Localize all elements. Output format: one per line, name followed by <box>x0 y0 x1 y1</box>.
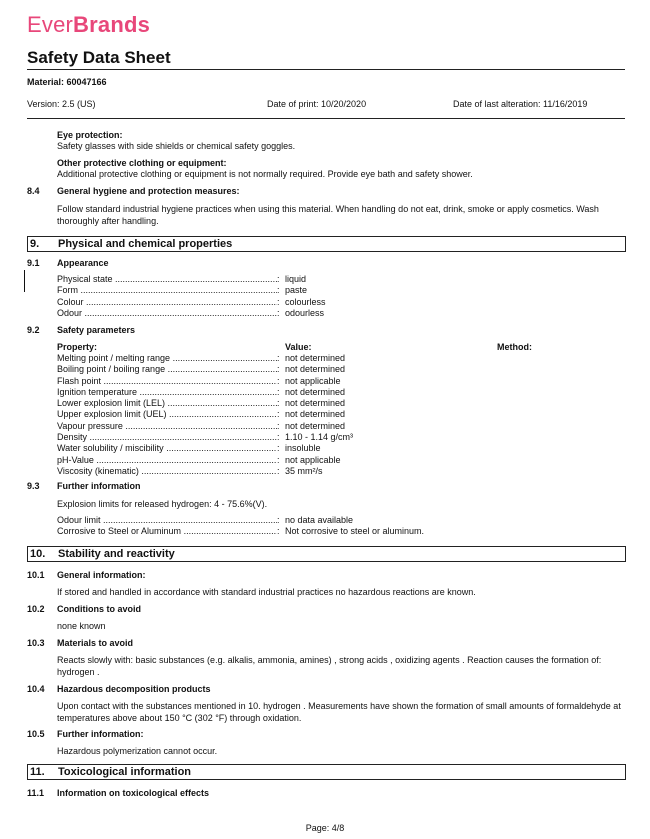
appearance-label: Physical state ..... <box>57 274 277 285</box>
value-column-header: Value: <box>285 342 312 352</box>
further-row: Odour limit ..... : no data available <box>57 515 424 526</box>
parameter-label: Lower explosion limit (LEL) ..... <box>57 398 277 409</box>
section-9-title: Physical and chemical properties <box>58 238 233 250</box>
parameter-label: Ignition temperature ..... <box>57 387 277 398</box>
section-10-2-heading: Conditions to avoid <box>57 604 141 614</box>
page-number: Page: 4/8 <box>305 823 345 833</box>
appearance-row: Form ..... : paste <box>57 285 326 296</box>
section-10-5-text: Hazardous polymerization cannot occur. <box>57 746 218 756</box>
property-column-header: Property: <box>57 342 98 352</box>
section-9-2-heading: Safety parameters <box>57 325 136 335</box>
method-column-header: Method: <box>497 342 532 352</box>
appearance-row: Colour ..... : colourless <box>57 297 326 308</box>
section-10-3-number: 10.3 <box>27 638 45 648</box>
parameter-row: Flash point ..... : not applicable <box>57 376 353 387</box>
parameter-label: Vapour pressure ..... <box>57 421 277 432</box>
safety-parameters-list <box>57 353 353 477</box>
further-info-list <box>57 515 424 538</box>
parameter-value: not applicable <box>285 375 341 386</box>
parameter-row: Melting point / melting range ..... : not determined <box>57 353 353 364</box>
page-title: Safety Data Sheet <box>27 48 171 67</box>
section-8-4-number: 8.4 <box>27 186 40 196</box>
parameter-row: pH-Value ..... : not applicable <box>57 455 353 466</box>
section-11-number: 11. <box>30 766 45 778</box>
parameter-value: not determined <box>285 409 346 420</box>
section-11-title: Toxicological information <box>58 766 192 778</box>
print-date: Date of print: 10/20/2020 <box>267 99 367 109</box>
section-9-1-number: 9.1 <box>27 258 40 268</box>
section-11-1-heading: Information on toxicological effects <box>57 788 210 798</box>
section-10-4-number: 10.4 <box>27 684 45 694</box>
parameter-label: Upper explosion limit (UEL) ..... <box>57 409 277 420</box>
title-rule <box>27 69 625 70</box>
section-8-4-heading: General hygiene and protection measures: <box>57 186 240 196</box>
revision-marker <box>24 270 25 292</box>
section-10-number: 10. <box>30 548 46 560</box>
section-8-4-text: Follow standard industrial hygiene practices when using this material. When handling do not eat, drink, smoke or apply cosmetics. Wash thoroughly after handling. <box>57 204 599 226</box>
appearance-label: Form ..... <box>57 285 277 296</box>
section-10-4-text: Upon contact with the substances mentioned in 10. hydrogen . Measurements have shown the formation of small amounts of formaldehyde at temperatures above about 150 °C (302 °F) through oxidation. <box>57 701 621 723</box>
section-11-1-number: 11.1 <box>27 788 45 798</box>
parameter-row: Ignition temperature ..... : not determined <box>57 387 353 398</box>
section-10-5-heading: Further information: <box>57 729 144 739</box>
parameter-value: not determined <box>285 398 346 409</box>
appearance-value: liquid <box>285 274 307 284</box>
alteration-date: Date of last alteration: 11/16/2019 <box>453 99 588 109</box>
section-10-2-text: none known <box>57 621 106 631</box>
parameter-row: Water solubility / miscibility ..... : insoluble <box>57 443 353 454</box>
parameter-row: Vapour pressure ..... : not determined <box>57 421 353 432</box>
other-protection-text: Additional protective clothing or equipment is not normally required. Provide eye bath and safety shower. <box>57 169 473 179</box>
appearance-value: odourless <box>285 307 325 318</box>
other-protection-heading: Other protective clothing or equipment: <box>57 158 227 168</box>
parameter-value: 1.10 - 1.14 g/cm³ <box>285 432 354 443</box>
parameter-label: pH-Value ..... <box>57 455 277 466</box>
section-9-1-heading: Appearance <box>57 258 109 268</box>
section-10-4-heading: Hazardous decomposition products <box>57 684 211 694</box>
further-row: Corrosive to Steel or Aluminum ..... : Not corrosive to steel or aluminum. <box>57 526 424 537</box>
parameter-label: Viscosity (kinematic) ..... <box>57 466 277 477</box>
appearance-row: Physical state ..... : liquid <box>57 274 326 285</box>
further-value: no data available <box>285 515 354 525</box>
parameter-label: Flash point ..... <box>57 376 277 387</box>
parameter-row: Upper explosion limit (UEL) ..... : not determined <box>57 409 353 420</box>
further-label: Odour limit ..... <box>57 515 277 526</box>
section-9-3-text: Explosion limits for released hydrogen: 4 - 75.6%(V). <box>57 499 268 509</box>
parameter-value: not determined <box>285 386 346 397</box>
material-number: Material: 60047166 <box>27 77 107 87</box>
section-10-header <box>27 546 626 562</box>
parameter-row: Boiling point / boiling range ..... : not determined <box>57 364 353 375</box>
appearance-value: colourless <box>285 296 326 307</box>
section-9-header <box>27 236 626 252</box>
parameter-value: insoluble <box>285 443 321 454</box>
section-10-1-number: 10.1 <box>27 570 45 580</box>
parameter-value: not applicable <box>285 454 341 465</box>
appearance-value: paste <box>285 285 308 296</box>
brand-part1: Ever <box>27 12 74 37</box>
parameter-row: Density ..... : 1.10 - 1.14 g/cm³ <box>57 432 353 443</box>
further-label: Corrosive to Steel or Aluminum ..... <box>57 526 277 537</box>
further-value: Not corrosive to steel or aluminum. <box>285 526 425 537</box>
parameter-row: Lower explosion limit (LEL) ..... : not determined <box>57 398 353 409</box>
section-10-3-text: Reacts slowly with: basic substances (e.g. alkalis, ammonia, amines) , strong acids , oxidizing agents . Reaction causes the formation of: hydrogen . <box>57 655 602 677</box>
header-rule <box>27 118 625 119</box>
section-9-3-number: 9.3 <box>27 481 40 491</box>
section-10-5-number: 10.5 <box>27 729 45 739</box>
section-9-3-heading: Further information <box>57 481 141 491</box>
section-10-title: Stability and reactivity <box>58 548 175 560</box>
parameter-value: not determined <box>285 420 346 431</box>
eye-protection-text: Safety glasses with side shields or chemical safety goggles. <box>57 141 296 151</box>
brand-part2: Brands <box>73 12 151 37</box>
appearance-row: Odour ..... : odourless <box>57 308 326 319</box>
section-10-2-number: 10.2 <box>27 604 45 614</box>
parameter-label: Boiling point / boiling range ..... <box>57 364 277 375</box>
version: Version: 2.5 (US) <box>27 99 96 109</box>
section-10-1-text: If stored and handled in accordance with standard industrial practices no hazardous reactions are known. <box>57 587 476 597</box>
parameter-value: not determined <box>285 353 346 363</box>
section-9-2-number: 9.2 <box>27 325 40 335</box>
eye-protection-heading: Eye protection: <box>57 130 123 140</box>
parameter-value: not determined <box>285 364 346 375</box>
section-10-1-heading: General information: <box>57 570 146 580</box>
appearance-list <box>57 274 326 319</box>
parameter-row: Viscosity (kinematic) ..... : 35 mm²/s <box>57 466 353 477</box>
appearance-label: Colour ..... <box>57 297 277 308</box>
brand-logo <box>27 12 150 38</box>
parameter-label: Melting point / melting range ..... <box>57 353 277 364</box>
parameter-label: Density ..... <box>57 432 277 443</box>
appearance-label: Odour ..... <box>57 308 277 319</box>
section-11-header <box>27 764 626 780</box>
section-9-number: 9. <box>30 238 40 250</box>
section-10-3-heading: Materials to avoid <box>57 638 134 648</box>
parameter-value: 35 mm²/s <box>285 465 323 476</box>
parameter-label: Water solubility / miscibility ..... <box>57 443 277 454</box>
